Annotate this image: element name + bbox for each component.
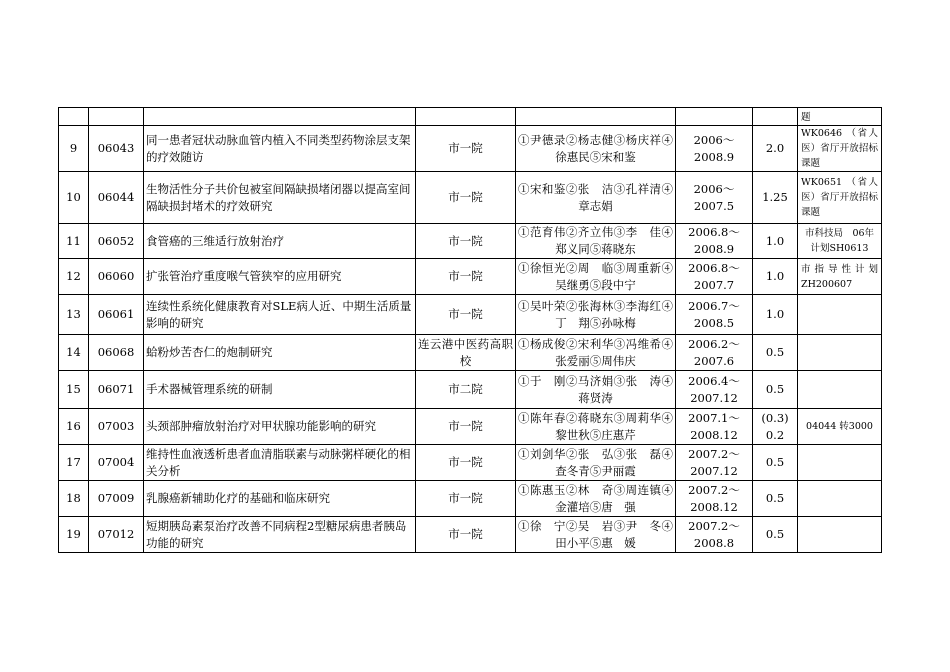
cell-period: 2006～2007.5 [676,172,753,224]
cell-unit: 市一院 [416,224,516,259]
cell-unit [416,108,516,126]
cell-period: 2006～2008.9 [676,126,753,172]
cell-unit: 市一院 [416,409,516,445]
cell-fund [753,108,798,126]
cell-period: 2007.1～2008.12 [676,409,753,445]
cell-note [798,517,882,553]
cell-note [798,371,882,409]
cell-code: 07012 [89,517,144,553]
cell-people: ①杨成俊②宋利华③冯维希④张爱丽⑤周伟庆 [516,335,676,371]
cell-fund: 1.0 [753,224,798,259]
cell-note: WK0651 （省人医）省厅开放招标课题 [798,172,882,224]
cell-title [144,108,416,126]
cell-code: 07009 [89,481,144,517]
cell-unit: 市一院 [416,259,516,295]
cell-no: 16 [59,409,89,445]
cell-title: 手术器械管理系统的研制 [144,371,416,409]
cell-title: 食管癌的三维适行放射治疗 [144,224,416,259]
cell-code: 06052 [89,224,144,259]
cell-people: ①范育伟②齐立伟③李 佳④郑义同⑤蒋晓东 [516,224,676,259]
cell-fund: 0.5 [753,335,798,371]
cell-unit: 市一院 [416,172,516,224]
cell-title: 短期胰岛素泵治疗改善不同病程2型糖尿病患者胰岛功能的研究 [144,517,416,553]
cell-fund: 1.0 [753,259,798,295]
table-row [59,126,882,172]
cell-fund: 0.5 [753,481,798,517]
cell-code: 06068 [89,335,144,371]
cell-people: ①宋和鉴②张 洁③孔祥清④章志娟 [516,172,676,224]
cell-unit: 市一院 [416,126,516,172]
cell-title: 同一患者冠状动脉血管内植入不同类型药物涂层支架的疗效随访 [144,126,416,172]
cell-code [89,108,144,126]
cell-title: 蛤粉炒苦杏仁的炮制研究 [144,335,416,371]
cell-note [798,335,882,371]
cell-fund: (0.3) 0.2 [753,409,798,445]
cell-period: 2006.8～2008.9 [676,224,753,259]
table-row [59,409,882,445]
cell-unit: 市一院 [416,295,516,335]
cell-note: 市科技局 06年计划SH0613 [798,224,882,259]
cell-note: 题 [798,108,882,126]
cell-fund: 0.5 [753,371,798,409]
cell-no: 19 [59,517,89,553]
cell-people: ①于 刚②马济娟③张 涛④蒋贤涛 [516,371,676,409]
cell-unit: 市二院 [416,371,516,409]
table-row [59,335,882,371]
cell-note [798,481,882,517]
cell-note: WK0646 （省人医）省厅开放招标课题 [798,126,882,172]
table-row [59,259,882,295]
cell-note [798,295,882,335]
cell-code: 06044 [89,172,144,224]
cell-period: 2007.2～2008.12 [676,481,753,517]
cell-code: 07004 [89,445,144,481]
table-row [59,224,882,259]
cell-code: 06060 [89,259,144,295]
cell-title: 乳腺癌新辅助化疗的基础和临床研究 [144,481,416,517]
cell-fund: 0.5 [753,517,798,553]
cell-people: ①徐恒光②周 临③周重新④吴继勇⑤段中宁 [516,259,676,295]
table-row [59,295,882,335]
cell-people: ①尹德录②杨志健③杨庆祥④徐惠民⑤宋和鉴 [516,126,676,172]
cell-no: 10 [59,172,89,224]
cell-people [516,108,676,126]
table-row [59,517,882,553]
cell-unit: 市一院 [416,445,516,481]
cell-code: 06043 [89,126,144,172]
cell-title: 头颈部肿瘤放射治疗对甲状腺功能影响的研究 [144,409,416,445]
cell-no: 18 [59,481,89,517]
cell-note [798,445,882,481]
cell-period: 2006.8～2007.7 [676,259,753,295]
cell-no: 12 [59,259,89,295]
cell-note: 04044 转3000 [798,409,882,445]
cell-title: 连续性系统化健康教育对SLE病人近、中期生活质量影响的研究 [144,295,416,335]
cell-title: 生物活性分子共价包被室间隔缺损堵闭器以提高室间隔缺损封堵术的疗效研究 [144,172,416,224]
cell-fund: 1.0 [753,295,798,335]
cell-unit: 市一院 [416,481,516,517]
cell-people: ①徐 宁②吴 岩③尹 冬④田小平⑤惠 媛 [516,517,676,553]
cell-title: 扩张管治疗重度喉气管狭窄的应用研究 [144,259,416,295]
cell-fund: 1.25 [753,172,798,224]
cell-no: 9 [59,126,89,172]
cell-no: 17 [59,445,89,481]
cell-people: ①刘剑华②张 弘③张 磊④查冬青⑤尹丽霞 [516,445,676,481]
project-table [58,107,882,553]
cell-people: ①陈年春②蒋晓东③周莉华④黎世秋⑤庄惠芹 [516,409,676,445]
cell-period: 2007.2～2007.12 [676,445,753,481]
cell-people: ①陈惠玉②林 奇③周连镇④金灌培⑤唐 强 [516,481,676,517]
cell-title: 维持性血液透析患者血清脂联素与动脉粥样硬化的相关分析 [144,445,416,481]
table-row [59,108,882,126]
cell-code: 07003 [89,409,144,445]
cell-people: ①吴叶荣②张海林③李海红④丁 翔⑤孙咏梅 [516,295,676,335]
cell-period: 2006.4～2007.12 [676,371,753,409]
cell-period: 2007.2～2008.8 [676,517,753,553]
cell-no: 15 [59,371,89,409]
table-row [59,481,882,517]
table-row [59,371,882,409]
cell-note: 市指导性计划ZH200607 [798,259,882,295]
cell-period: 2006.7～2008.5 [676,295,753,335]
cell-fund: 2.0 [753,126,798,172]
cell-period [676,108,753,126]
cell-no [59,108,89,126]
cell-no: 14 [59,335,89,371]
table-row [59,445,882,481]
cell-unit: 连云港中医药高职校 [416,335,516,371]
cell-period: 2006.2～2007.6 [676,335,753,371]
cell-code: 06061 [89,295,144,335]
cell-unit: 市一院 [416,517,516,553]
cell-no: 11 [59,224,89,259]
cell-no: 13 [59,295,89,335]
table-row [59,172,882,224]
cell-fund: 0.5 [753,445,798,481]
cell-code: 06071 [89,371,144,409]
